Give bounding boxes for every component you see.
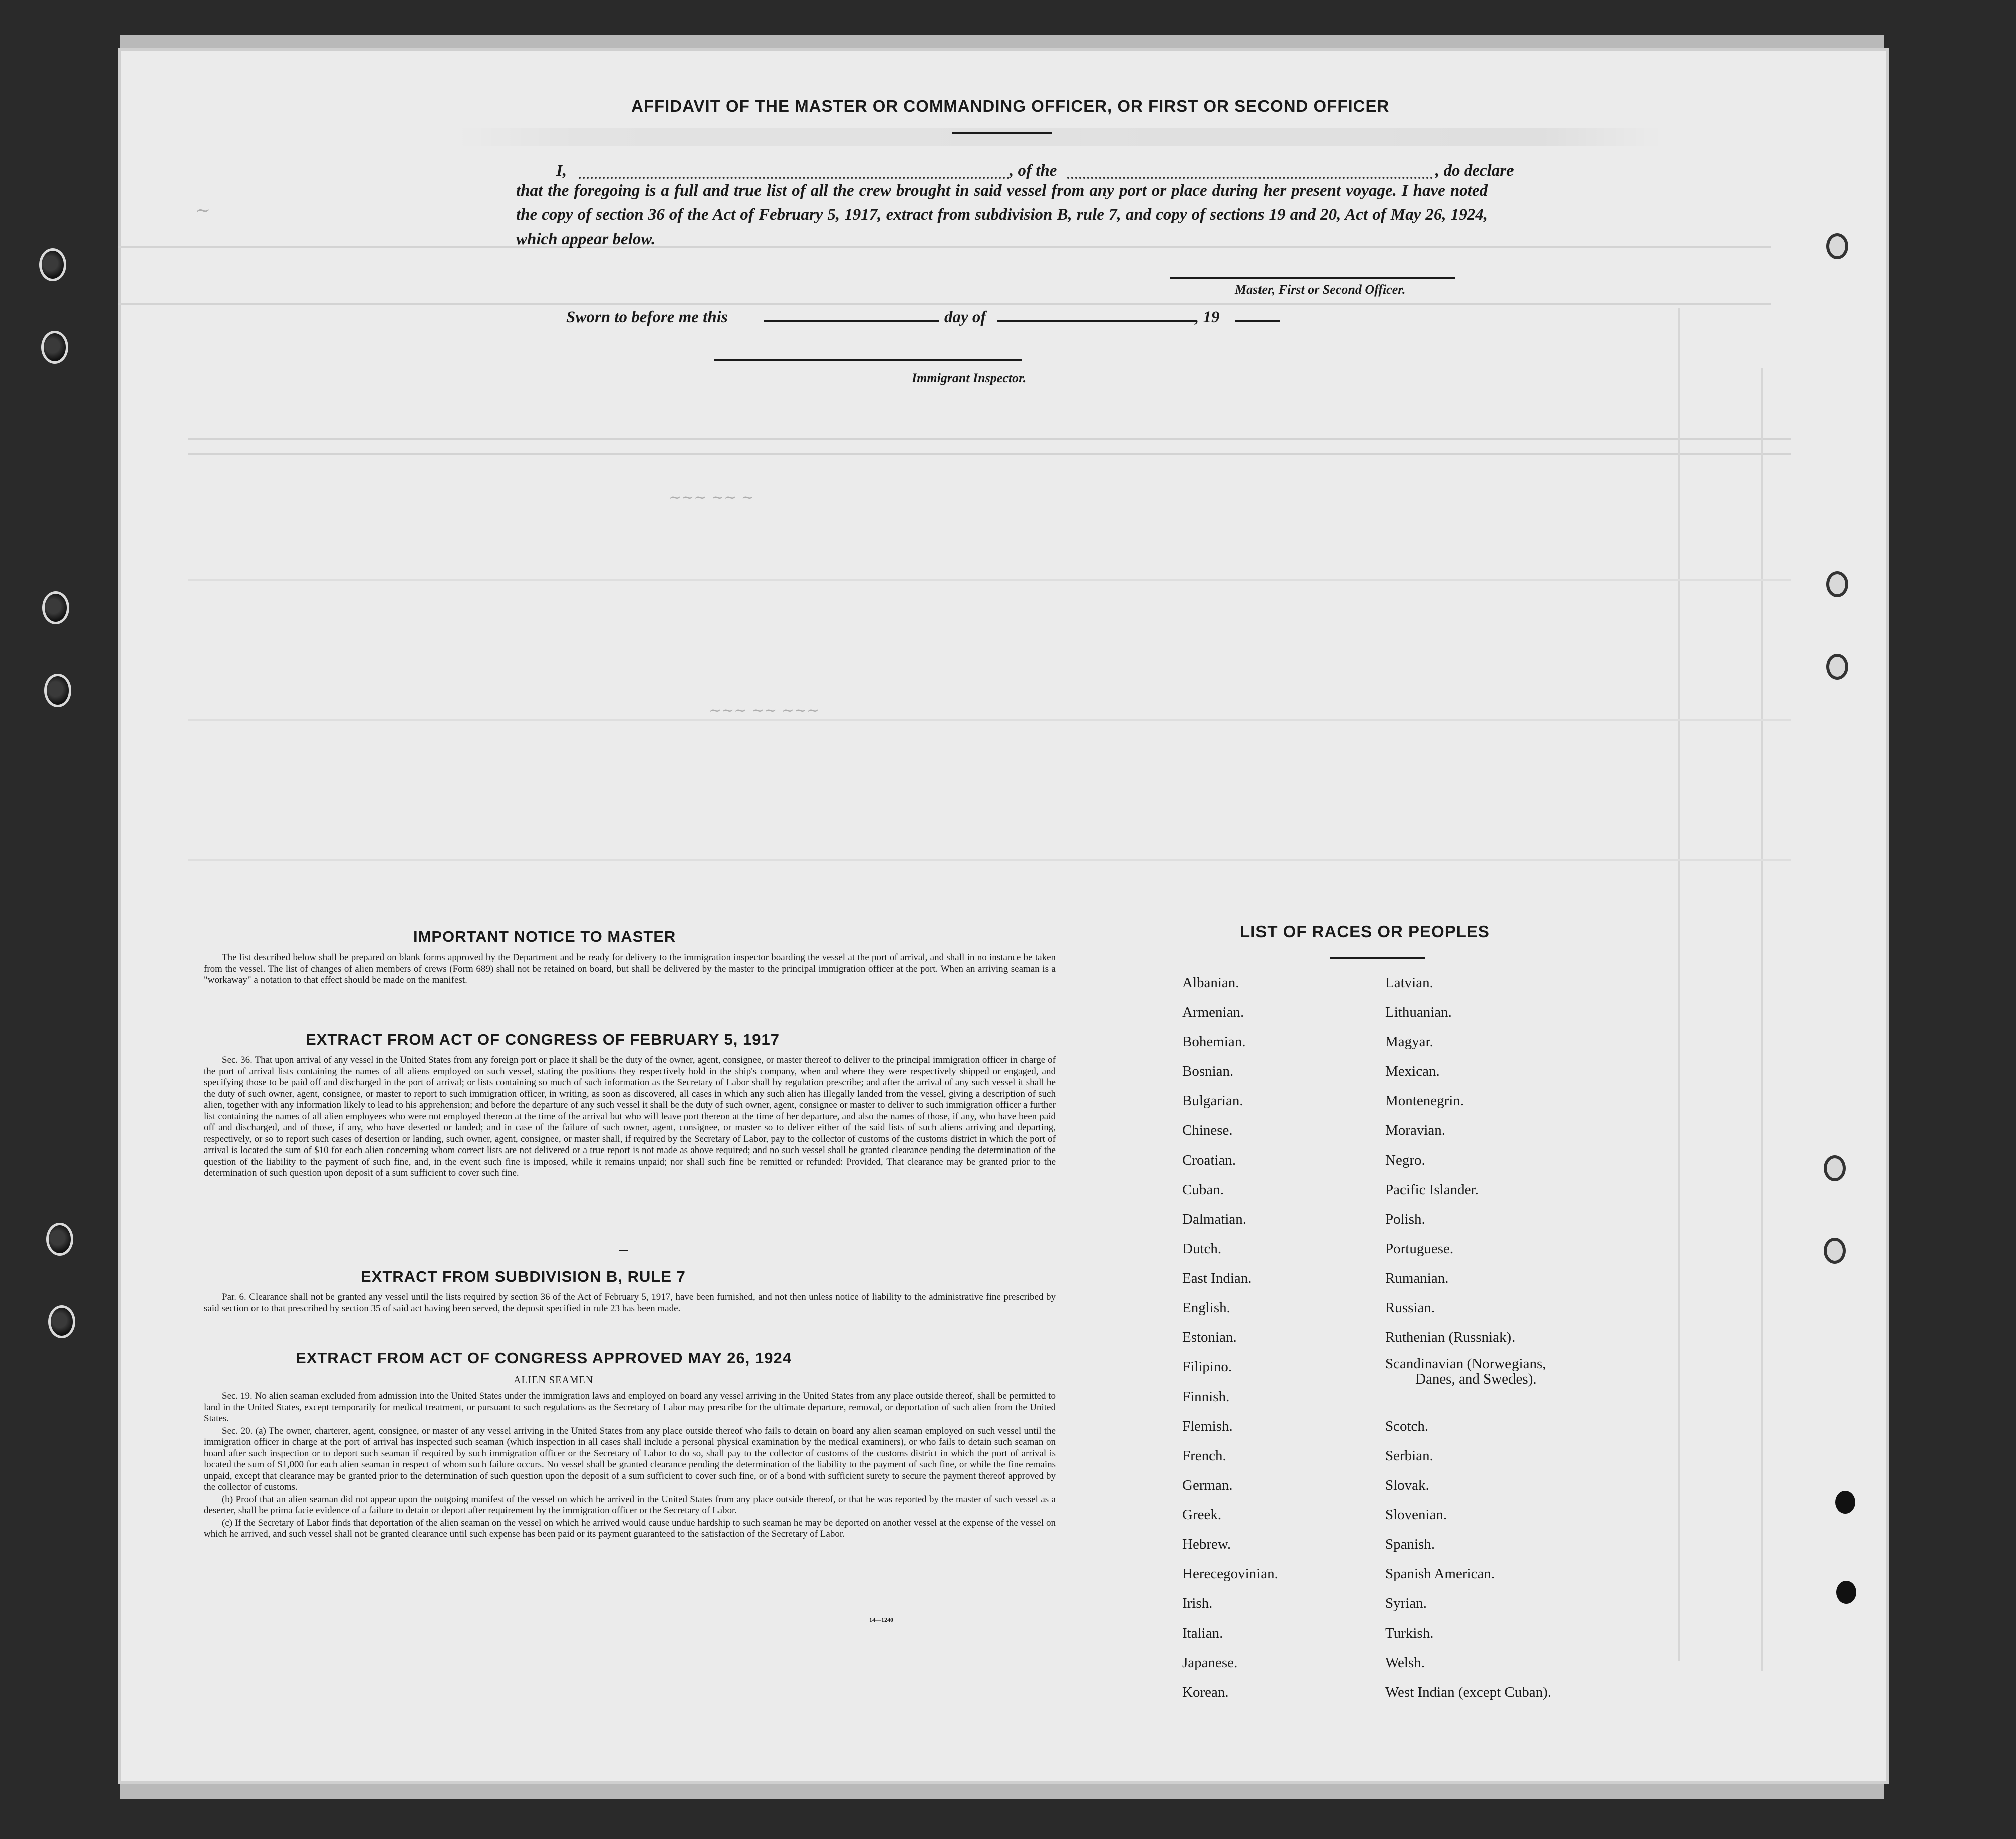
extract-1917-text (204, 1055, 1056, 1180)
extract-1924-text (204, 1391, 1056, 1541)
race-item: Dalmatian. (1182, 1211, 1247, 1227)
race-item: East Indian. (1182, 1270, 1252, 1286)
race-item: Dutch. (1182, 1241, 1222, 1257)
race-item: Russian. (1385, 1300, 1435, 1316)
bleed-through-rule (118, 303, 1771, 305)
races-right-column (1385, 968, 1551, 1707)
race-item: Portuguese. (1385, 1241, 1454, 1257)
extract-1924-title: EXTRACT FROM ACT OF CONGRESS APPROVED MAY 26, 1924 (296, 1349, 792, 1367)
affidavit-body: that the foregoing is a full and true list of all the crew brought in said vessel from any port or place during her present voyage. I have noted the copy of section 36 of the Act of February 5, 1917, extract from subdivision B, rule 7, and copy of sections 19 and 20, Act of May 26, 1924, which appear below. (516, 182, 1488, 248)
bleed-through-column (1761, 368, 1763, 1671)
race-item: West Indian (except Cuban). (1385, 1684, 1552, 1700)
race-item: Estonian. (1182, 1329, 1237, 1345)
race-item: Spanish American. (1385, 1566, 1495, 1582)
signature-caption: Master, First or Second Officer. (1235, 282, 1406, 297)
ring-mark (1824, 1155, 1846, 1181)
race-item-continued: Danes, and Swedes). (1415, 1371, 1537, 1387)
binder-hole (42, 591, 69, 624)
race-item: Filipino. (1182, 1359, 1232, 1375)
race-item: Magyar. (1385, 1034, 1433, 1050)
ink-dot (1836, 1581, 1856, 1604)
races-title-underline (1330, 957, 1425, 959)
race-item: Polish. (1385, 1211, 1425, 1227)
races-left-column (1182, 968, 1278, 1707)
race-item: Korean. (1182, 1684, 1229, 1700)
notice-title: IMPORTANT NOTICE TO MASTER (413, 928, 676, 945)
bleed-through-column (1678, 308, 1680, 1661)
pencil-mark: ~~~ ~~ ~~~ (709, 702, 820, 719)
par-6-paragraph: Par. 6. Clearance shall not be granted any vessel until the lists required by section 36 of the Act of February 5, 1917, have been furnished, and not then unless notice of liability to the administrative fine prescribed by said section or to that prescribed by section 35 of said act having been served, the deposit specified in rule 23 has been made. (204, 1292, 1056, 1314)
section-divider (619, 1250, 628, 1251)
notice-paragraph: The list described below shall be prepared on blank forms approved by the Department and be ready for delivery to the immigration inspector boarding the vessel at the port of arrival, and shall in no instance be taken from the vessel. The list of changes of alien members of crews (Form 689) shall not be retained on board, but shall be delivered by the master to the principal immigration officer at the port. When an arriving seaman is a "workaway" a notation to that effect should be made on the manifest. (204, 952, 1056, 985)
affidavit-title: AFFIDAVIT OF THE MASTER OR COMMANDING OFFICER, OR FIRST OR SECOND OFFICER (631, 97, 1390, 115)
race-item: Albanian. (1182, 975, 1239, 991)
race-item: Montenegrin. (1385, 1093, 1464, 1109)
race-item: English. (1182, 1300, 1230, 1316)
document-page (118, 48, 1889, 1784)
extract-rule7-title: EXTRACT FROM SUBDIVISION B, RULE 7 (361, 1268, 686, 1285)
bleed-through-rule (188, 719, 1791, 721)
binder-hole (41, 331, 68, 364)
affidavit-of-the-label: , of the (1010, 162, 1057, 180)
race-item: Moravian. (1385, 1122, 1445, 1138)
race-item: Italian. (1182, 1625, 1223, 1641)
sworn-year: , 19 (1195, 308, 1220, 326)
race-item: Latvian. (1385, 975, 1433, 991)
alien-seamen-subtitle: ALIEN SEAMEN (514, 1374, 594, 1386)
sec-20c-paragraph: (c) If the Secretary of Labor finds that deportation of the alien seaman on the vessel on which he arrived would cause undue hardship to such seaman he may be deported on another vessel at the expense of the vessel on which he arrived, and such vessel shall not be granted clearance until such expense has been paid or its payment guaranteed to the satisfaction of the Secretary of Labor. (204, 1517, 1056, 1539)
ink-dot (1835, 1491, 1855, 1514)
pencil-mark: ~~~ ~~ ~ (669, 489, 754, 506)
notice-text (204, 952, 1056, 987)
race-item: Welsh. (1385, 1655, 1425, 1671)
sworn-month-field[interactable] (997, 320, 1197, 322)
inspector-signature-line[interactable] (714, 359, 1022, 361)
ring-mark (1826, 233, 1848, 259)
race-item: Lithuanian. (1385, 1004, 1452, 1020)
ring-mark (1826, 654, 1848, 680)
sec-20a-paragraph: Sec. 20. (a) The owner, charterer, agent, consignee, or master of any vessel arriving in the United States from any place outside thereof who fails to detain on board any alien seaman employed on such vessel until the immigration officer in charge at the port of arrival has inspected such seaman (which inspection in all cases shall include a personal physical examination by the medical examiners), or who fails to detain such seaman on board after such inspection or to deport such seaman if required by such immigration officer or the Secretary of Labor to do so, shall pay to the collector of customs of the customs district in which the port of arrival is located the sum of $1,000 for each alien seaman in respect of whom such failure occurs. No vessel shall be granted clearance pending the determination of the liability to the payment of such fine, or while the fine remains unpaid, except that clearance may be granted prior to the determination of such question upon the deposit of a sum sufficient to cover such fine, or of a bond with sufficient surety to secure the payment thereof approved by the collector of customs. (204, 1425, 1056, 1492)
ring-mark (1826, 571, 1848, 597)
bleed-through-rule (188, 453, 1791, 455)
race-item: German. (1182, 1477, 1233, 1493)
bleed-through-rule (188, 438, 1791, 440)
title-underline (952, 132, 1052, 134)
race-item: Greek. (1182, 1507, 1222, 1523)
binder-hole (48, 1305, 75, 1338)
binder-hole (44, 674, 71, 707)
extract-rule7-text (204, 1292, 1056, 1315)
race-item: Bulgarian. (1182, 1093, 1243, 1109)
binder-hole (46, 1223, 73, 1256)
sec-20b-paragraph: (b) Proof that an alien seaman did not appear upon the outgoing manifest of the vessel on which he arrived in the United States from any place outside thereof, or that he was reported by the master of such vessel as a deserter, shall be prima facie evidence of a failure to detain or deport after requirement by the immigration officer or the Secretary of Labor. (204, 1494, 1056, 1516)
race-item: Pacific Islander. (1385, 1182, 1479, 1198)
race-item: Armenian. (1182, 1004, 1244, 1020)
race-item: Slovenian. (1385, 1507, 1447, 1523)
race-item: Syrian. (1385, 1595, 1427, 1612)
race-item: Negro. (1385, 1152, 1425, 1168)
race-item: Ruthenian (Russniak). (1385, 1329, 1516, 1345)
race-item: Mexican. (1385, 1063, 1440, 1079)
signature-line[interactable] (1170, 277, 1455, 279)
bleed-through-rule (188, 859, 1791, 861)
race-item: Scotch. (1385, 1418, 1429, 1434)
sworn-day-field[interactable] (764, 320, 939, 322)
affidavit-i-label: I, (556, 162, 567, 180)
race-item: Herecegovinian. (1182, 1566, 1278, 1582)
race-item: Hebrew. (1182, 1536, 1231, 1552)
bleed-through-band (458, 128, 1661, 146)
race-item: Serbian. (1385, 1448, 1433, 1464)
sworn-prefix: Sworn to before me this (566, 308, 728, 326)
race-item: Spanish. (1385, 1536, 1435, 1552)
sec-19-paragraph: Sec. 19. No alien seaman excluded from admission into the United States under the immigration laws and employed on board any vessel arriving in the United States from any place outside thereof, shall be permitted to land in the United States, except temporarily for medical treatment, or pursuant to such regulations as the Secretary of Labor may prescribe for the ultimate departure, removal, or deportation of such alien from the United States. (204, 1391, 1056, 1424)
form-number: 14—1240 (869, 1616, 893, 1623)
race-item: Croatian. (1182, 1152, 1236, 1168)
race-item: Cuban. (1182, 1182, 1224, 1198)
race-item: Bohemian. (1182, 1034, 1246, 1050)
race-item: Turkish. (1385, 1625, 1434, 1641)
race-item: Slovak. (1385, 1477, 1429, 1493)
race-item: Bosnian. (1182, 1063, 1234, 1079)
race-item: Japanese. (1182, 1655, 1238, 1671)
sworn-year-field[interactable] (1235, 320, 1280, 322)
extract-1917-title: EXTRACT FROM ACT OF CONGRESS OF FEBRUARY 5, 1917 (306, 1031, 780, 1048)
race-item: Chinese. (1182, 1122, 1233, 1138)
race-item: Flemish. (1182, 1418, 1233, 1434)
bleed-through-rule (188, 579, 1791, 581)
sworn-day-of: day of (944, 308, 986, 326)
race-item: Rumanian. (1385, 1270, 1449, 1286)
ring-mark (1824, 1238, 1846, 1264)
race-item: Finnish. (1182, 1389, 1230, 1405)
affidavit-declare-label: , do declare (1435, 162, 1514, 180)
pencil-mark: ~ (195, 200, 211, 221)
inspector-caption: Immigrant Inspector. (912, 371, 1027, 385)
race-item: Irish. (1182, 1595, 1213, 1612)
race-item: Scandinavian (Norwegians, (1385, 1356, 1546, 1372)
race-item: French. (1182, 1448, 1226, 1464)
sec-36-paragraph: Sec. 36. That upon arrival of any vessel in the United States from any foreign port or place it shall be the duty of the owner, agent, consignee, or master thereof to deliver to the principal immigration officer in charge of the port of arrival lists containing the names of all aliens employed on such vessel, stating the positions they respectively hold in the ship's company, when and where they were respectively shipped or engaged, and specifying those to be paid off and discharged in the port of arrival; or lists containing so much of such information as the Secretary of Labor shall by regulation prescribe; and after the arrival of any such vessel it shall be the duty of such owner, agent, consignee, or master to report to such immigration officer, in writing, as soon as discovered, all cases in which any such alien has illegally landed from the vessel, giving a description of such alien, together with any information likely to lead to his apprehension; and before the departure of any such vessel it shall be the duty of such owner, agent, consignee or master to deliver to such immigration officer a further list containing the names of all alien employees who were not employed thereon at the time of the arrival but who will leave port thereon at the time of her departure, and also the names of those, if any, who have been paid off and discharged, and of those, if any, who have deserted or landed; and in case of the failure of such owner, agent, consignee, or master so to deliver either of the said lists of such aliens arriving and departing, respectively, or so to report such cases of desertion or landing, such owner, agent, consignee, or master shall, if required by the Secretary of Labor, pay to the collector of customs of the customs district in which the port of arrival is located the sum of $10 for each alien concerning whom correct lists are not delivered or a true report is not made as above required; and no such vessel shall be granted clearance pending the determination of the question of the liability to the payment of such fine, and, in the event such fine is imposed, while it remains unpaid; nor shall such fine be remitted or refunded: Provided, That clearance may be granted prior to the determination of such question upon deposit of a sum sufficient to cover such fine. (204, 1055, 1056, 1178)
binder-hole (39, 248, 66, 281)
races-title: LIST OF RACES OR PEOPLES (1240, 922, 1490, 941)
